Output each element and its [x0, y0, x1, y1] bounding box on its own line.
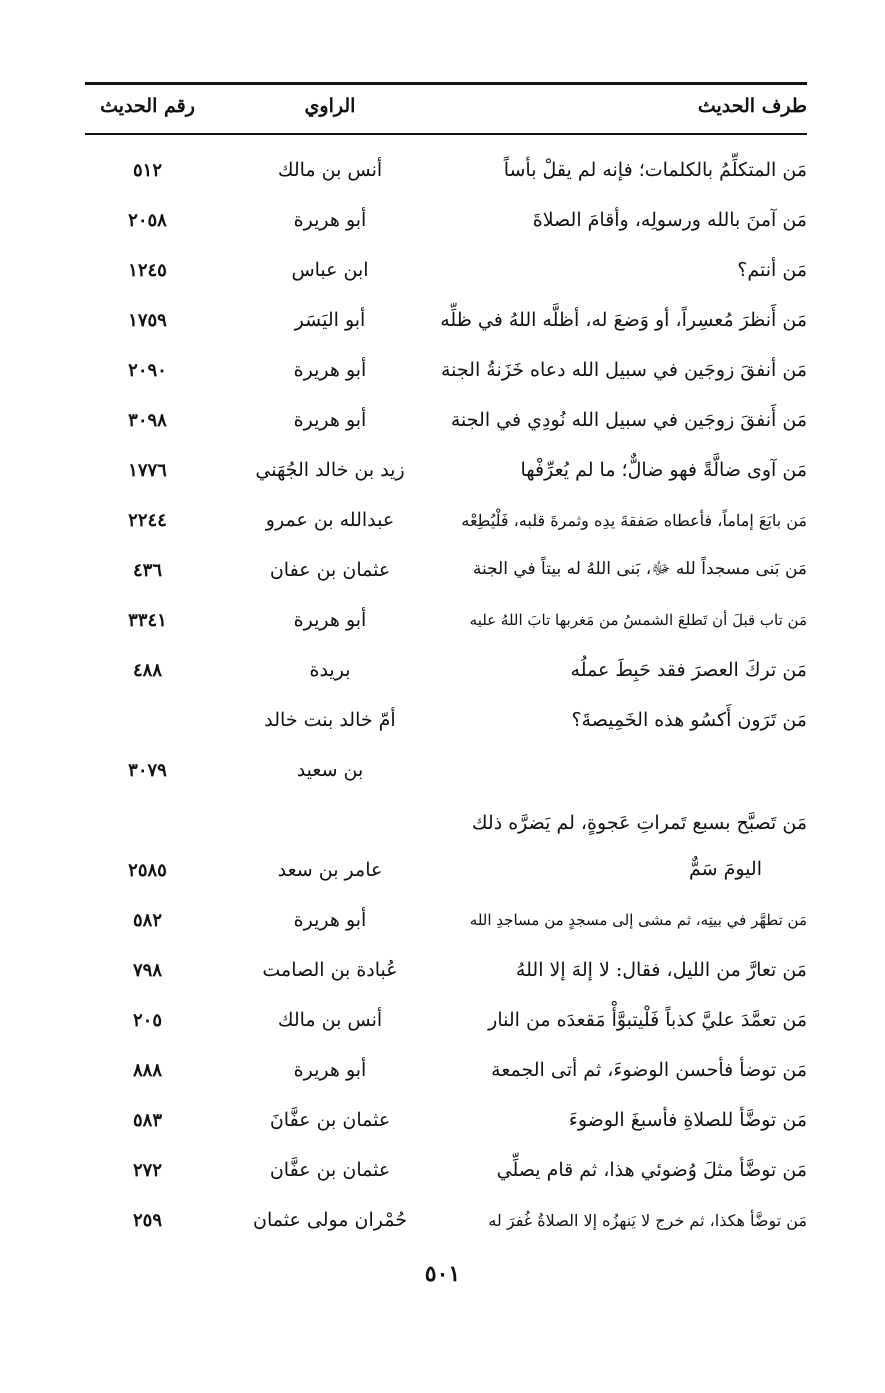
table-row: [85, 595, 807, 645]
hadith-number: ٧٩٨: [133, 959, 163, 981]
rawi-name: أبو هريرة: [293, 1059, 367, 1081]
rawi-name: عثمان بن عفان: [269, 559, 391, 581]
header-hadith: طرف الحديث: [697, 95, 807, 117]
table-row: [85, 295, 807, 345]
table-row: [85, 145, 807, 195]
hadith-number: ١٧٥٩: [128, 309, 167, 331]
hadith-text: مَن تَرَون أَكسُو هذه الخَمِيصةَ؟: [571, 709, 807, 731]
hadith-number: ٥٨٣: [133, 1109, 163, 1131]
rawi-name: بن سعيد: [296, 759, 364, 781]
hadith-number: ٢٠٥: [133, 1009, 163, 1031]
table-row: [85, 1095, 807, 1145]
hadith-number: ١٢٤٥: [128, 259, 167, 281]
rawi-name: أنس بن مالك: [277, 159, 383, 181]
hadith-text-line2: اليومَ سَمٌّ: [689, 858, 762, 880]
hadith-number: ٣٣٤١: [128, 609, 167, 631]
rawi-name: عبدالله بن عمرو: [265, 509, 395, 531]
table-row: [85, 945, 807, 995]
hadith-text: مَن بَنى مسجداً لله ﷻ، بَنى اللهُ له بيتاً في الجنة: [472, 558, 807, 579]
table-row: [85, 245, 807, 295]
rawi-name: أبو هريرة: [293, 409, 367, 431]
table-row: [85, 445, 807, 495]
table-row: [85, 645, 807, 695]
table-header: [85, 85, 807, 135]
table-row: [85, 995, 807, 1045]
hadith-text: مَن تركَ العصرَ فقد حَبِطَ عملُه: [570, 659, 807, 681]
hadith-text: مَن تعارَّ من الليل، فقال: لا إلهَ إلا اللهُ: [515, 959, 807, 981]
rawi-name: بريدة: [309, 659, 351, 681]
table-row: [85, 895, 807, 945]
table-row: [85, 395, 807, 445]
hadith-text: [412, 745, 807, 795]
rawi-name: أنس بن مالك: [277, 1009, 383, 1031]
hadith-text: مَن المتكلِّمُ بالكلمات؛ فإنه لم يقلْ بأساً: [503, 159, 807, 181]
rawi-name: أبو اليَسَر: [294, 309, 366, 331]
hadith-number: ٥٨٢: [133, 909, 163, 931]
rawi-name: زيد بن خالد الجُهَني: [255, 459, 405, 481]
table-row-multiline: [85, 800, 807, 895]
rawi-name: أبو هريرة: [293, 909, 367, 931]
rawi-name: أبو هريرة: [293, 359, 367, 381]
hadith-text: مَن توضَّأ هكذا، ثم خرج لا يَنهزُه إلا الصلاةُ غُفرَ له: [488, 1210, 807, 1230]
rawi-name: ابن عباس: [291, 259, 369, 281]
hadith-text: مَن أنتم؟: [737, 259, 807, 281]
rawi-name: عثمان بن عفَّان: [269, 1159, 391, 1181]
hadith-number: ٥١٢: [133, 159, 163, 181]
rawi-name: عامر بن سعد: [277, 859, 383, 881]
rawi-name: أبو هريرة: [293, 209, 367, 231]
table-row: [85, 1195, 807, 1245]
table-row: [85, 195, 807, 245]
hadith-number: ٢٠٥٨: [128, 209, 167, 231]
index-table: [85, 82, 807, 1231]
hadith-text: [412, 800, 807, 892]
hadith-number: ٢٧٢: [133, 1159, 163, 1181]
hadith-number: ٢٥٨٥: [128, 859, 167, 881]
hadith-number: ١٧٧٦: [128, 459, 167, 481]
hadith-number: ٨٨٨: [133, 1059, 163, 1081]
rawi-name: أبو هريرة: [293, 609, 367, 631]
hadith-text-line1: مَن تَصبَّح بسبع تَمراتِ عَجوةٍ، لم يَضرَّه ذلك: [471, 812, 807, 834]
hadith-text: مَن بايَعَ إماماً، فأعطاه صَفقةَ يدِه وثمرةَ قلبه، فَلْيُطِعْه: [461, 510, 807, 530]
rawi-name: حُمْران مولى عثمان: [253, 1209, 407, 1231]
hadith-text: مَن تعمَّدَ عليَّ كذباً فَلْيتبوَّأْ مَقعدَه من النار: [488, 1009, 807, 1031]
hadith-number: ٣٠٧٩: [128, 759, 167, 781]
table-row: [85, 1145, 807, 1195]
hadith-text: مَن توضَّأ للصلاةِ فأسبغَ الوضوءَ: [568, 1109, 807, 1131]
hadith-number: ٤٣٦: [133, 559, 163, 581]
hadith-text: مَن توضأ فأحسن الوضوءَ، ثم أتى الجمعة: [491, 1059, 807, 1081]
hadith-text: مَن تطهَّر في بيتِه، ثم مشى إلى مسجدٍ من مساجدِ الله: [469, 911, 807, 929]
hadith-text: مَن أَنظرَ مُعسِراً، أو وَضعَ له، أظلَّه اللهُ في ظلِّه: [440, 309, 807, 331]
hadith-text: مَن أَنفقَ زوجَين في سبيل الله نُودِي في الجنة: [450, 409, 807, 431]
hadith-number: ٤٨٨: [133, 659, 163, 681]
table-row: [85, 745, 807, 795]
hadith-number: ٢٠٩٠: [128, 359, 167, 381]
hadith-text: مَن تاب قبلَ أن تَطلعَ الشمسُ من مَغربها تابَ اللهُ عليه: [469, 611, 807, 629]
table-row: [85, 545, 807, 595]
hadith-text: مَن توضَّأ مثلَ وُضوئي هذا، ثم قام يصلِّي: [496, 1159, 807, 1181]
page-number: ٥٠١: [424, 1261, 461, 1287]
table-row: [85, 495, 807, 545]
hadith-number: ٢٥٩: [133, 1209, 163, 1231]
hadith-text: مَن آوى ضالَّةً فهو ضالٌّ؛ ما لم يُعرِّفْها: [520, 459, 807, 481]
hadith-number: ٢٢٤٤: [128, 509, 167, 531]
rawi-name: عُبادة بن الصامت: [262, 959, 398, 981]
hadith-text: مَن آمنَ بالله ورسولِه، وأقامَ الصلاةَ: [532, 209, 807, 231]
table-row: [85, 1045, 807, 1095]
header-number: رقم الحديث: [100, 95, 195, 117]
header-rawi: الراوي: [304, 95, 356, 117]
hadith-number: [85, 695, 210, 745]
rawi-name: أمّ خالد بنت خالد: [264, 709, 396, 731]
hadith-text: مَن أنفقَ زوجَين في سبيل الله دعاه خَزَنةُ الجنة: [440, 359, 807, 381]
rawi-name: عثمان بن عفَّانَ: [269, 1109, 391, 1131]
table-row: [85, 695, 807, 745]
hadith-number: ٣٠٩٨: [128, 409, 167, 431]
table-row: [85, 345, 807, 395]
